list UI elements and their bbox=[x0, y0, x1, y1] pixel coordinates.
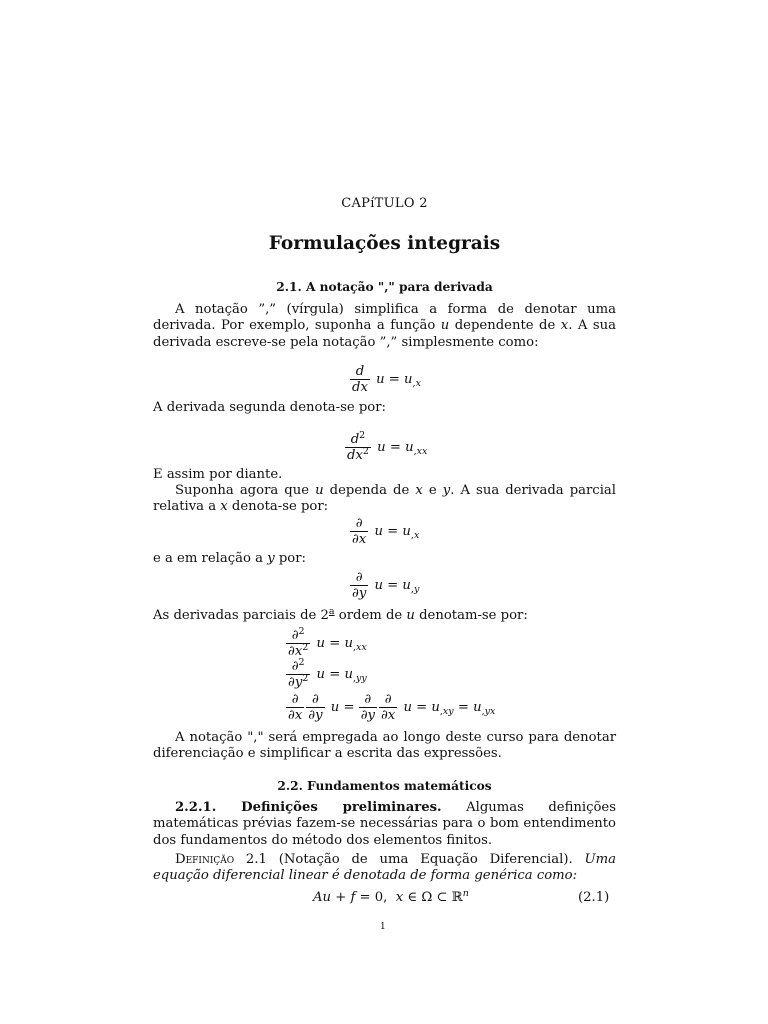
definition-text: Uma equação diferencial linear é denotada de forma genérica como: bbox=[153, 852, 616, 884]
definition bbox=[153, 852, 616, 885]
paragraph: A notação ”,” (vírgula) simplifica a forma de denotar uma derivada. Por exemplo, suponha a função u dependente de x. A sua derivada escreve-se pela notação ”,” simplesmente como: bbox=[153, 302, 616, 350]
equation: $\frac{d}{dx}$ $u = u_{,x}$ bbox=[352, 364, 421, 395]
paragraph: As derivadas parciais de 2$^a$ ordem de u denotam-se por: bbox=[153, 606, 528, 623]
equation: $\frac{\partial^2}{\partial y^2}$ $u = u_{,yy}$ bbox=[288, 657, 367, 690]
paragraph: A derivada segunda denota-se por: bbox=[153, 400, 386, 415]
equation: $\frac{\partial^2}{\partial x^2}$ $u = u_{,xx}$ bbox=[288, 626, 367, 659]
equation: $\frac{\partial}{\partial x}$ $u = u_{,x}$ bbox=[352, 516, 420, 547]
section-heading: 2.1. A notação "," para derivada bbox=[276, 280, 493, 294]
definition-name: (Notação de uma Equação Diferencial). bbox=[278, 852, 573, 867]
equation: $\frac{\partial}{\partial x}$ $\frac{\partial}{\partial y}$ u = $\frac{\partial}{\partial y}$ $\frac{\partial}{\partial x}$ $u = u_{,xy} = u_{,yx}$ bbox=[288, 692, 496, 723]
chapter-title: Formulações integrais bbox=[268, 233, 501, 254]
equation: Au + f = 0, x ∈ Ω ⊂ ℝ$^n$ bbox=[313, 888, 469, 905]
definition-label: Definição 2.1 bbox=[175, 852, 267, 867]
equation: $\frac{d^2}{dx^2}$ $u = u_{,xx}$ bbox=[347, 430, 428, 463]
equation: $\frac{\partial}{\partial y}$ $u = u_{,y}$ bbox=[352, 570, 420, 601]
subsection-heading: 2.2.1. Definições preliminares. bbox=[175, 800, 442, 815]
page-number: 1 bbox=[380, 922, 386, 932]
paragraph: e a em relação a y por: bbox=[153, 551, 306, 566]
equation-number: (2.1) bbox=[578, 890, 610, 905]
chapter-label: CAPíTULO 2 bbox=[341, 196, 428, 211]
paragraph: 2.2.1. Definições preliminares. Algumas definições matemáticas prévias fazem-se necessárias para o bom entendimento dos fundamentos do método dos elementos finitos. bbox=[153, 800, 616, 848]
paragraph: Suponha agora que u dependa de x e y. A sua derivada parcial relativa a x denota-se por: bbox=[153, 483, 616, 515]
paragraph: A notação "," será empregada ao longo deste curso para denotar diferenciação e simplificar a escrita das expressões. bbox=[153, 730, 616, 762]
section-heading: 2.2. Fundamentos matemáticos bbox=[277, 779, 492, 793]
paragraph: E assim por diante. bbox=[153, 467, 283, 482]
